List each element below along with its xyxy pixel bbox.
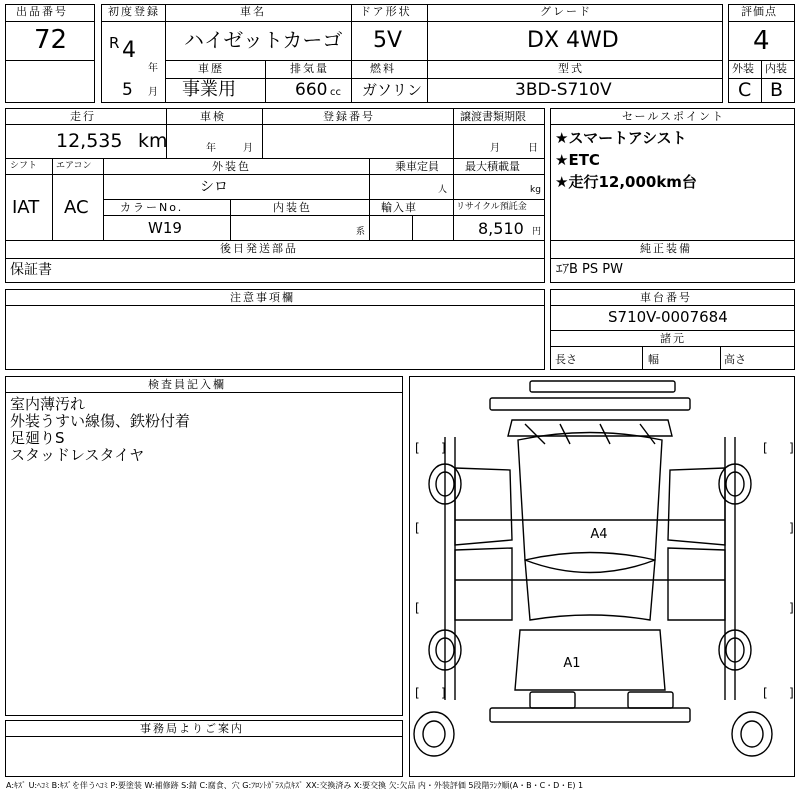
- interior-grade-label: 内装: [765, 62, 787, 75]
- shift-label: シフト: [10, 161, 38, 171]
- score: 4: [753, 26, 770, 56]
- chassis-number: S710V-0007684: [608, 308, 728, 326]
- door-type: 5V: [373, 28, 403, 53]
- door-type-label: ドア形状: [360, 5, 412, 18]
- factory-equipment: ｴｱB PS PW: [556, 262, 623, 277]
- inspector-note: 外装うすい線傷、鉄粉付着: [10, 412, 191, 430]
- interior-grade: B: [770, 79, 784, 101]
- svg-text:]: ]: [441, 441, 446, 455]
- vehicle-history: 事業用: [182, 79, 236, 100]
- registration-year: 4: [122, 38, 136, 63]
- mileage-label: 走行: [70, 110, 96, 123]
- lot-number: 72: [34, 25, 68, 55]
- svg-text:[: [: [415, 441, 420, 455]
- sales-point: ★スマートアシスト: [555, 129, 687, 147]
- max-load-unit: kg: [530, 185, 541, 195]
- month-unit: 月: [148, 87, 158, 98]
- svg-text:[: [: [415, 686, 420, 700]
- displacement-label: 排気量: [290, 62, 329, 75]
- legend: A:ｷｽﾞ U:ﾍｺﾐ B:ｷｽﾞを伴うﾍｺﾐ P:要塗装 W:補修跡 S:錆 C:腐食、穴 G:ﾌﾛﾝﾄｶﾞﾗｽ点ｷｽﾞ XX:交換済み X:要交換 欠:欠品 内・外装評価 5段階ﾗﾝｸ順(A・B・C・D・E) 1: [6, 781, 584, 790]
- first-registration-label: 初度登録: [108, 5, 160, 18]
- grade: DX 4WD: [527, 28, 619, 53]
- displacement: 660: [295, 80, 328, 100]
- displacement-unit: cc: [330, 87, 341, 98]
- specs-label: 諸元: [660, 332, 686, 345]
- capacity-label: 乗車定員: [395, 160, 439, 173]
- inspector-notes-label: 検査員記入欄: [148, 378, 226, 391]
- recycle-unit: 円: [532, 227, 542, 237]
- fuel-label: 燃料: [370, 62, 396, 75]
- svg-text:]: ]: [441, 686, 446, 700]
- model-code-label: 型式: [558, 62, 584, 75]
- year-unit: 年: [148, 63, 158, 74]
- exterior-color: シロ: [200, 179, 228, 195]
- car-name-label: 車名: [240, 5, 266, 18]
- lot-label: 出品番号: [16, 5, 68, 18]
- svg-text:]: ]: [789, 686, 794, 700]
- mileage: 12,535: [56, 130, 123, 152]
- caution-label: 注意事項欄: [230, 291, 295, 304]
- interior-color-unit: 系: [356, 227, 366, 237]
- svg-text:[: [: [763, 441, 768, 455]
- width-label: 幅: [648, 353, 659, 366]
- inspector-note: 室内薄汚れ: [10, 395, 86, 413]
- factory-equipment-label: 純正装備: [640, 242, 692, 255]
- sales-point: ★走行12,000km台: [555, 173, 697, 191]
- sales-point: ★ETC: [555, 151, 600, 169]
- transfer-deadline-label: 譲渡書類期限: [460, 110, 526, 123]
- svg-text:]: ]: [789, 521, 794, 535]
- svg-text:[: [: [415, 521, 420, 535]
- transfer-day-unit: 日: [528, 143, 538, 154]
- height-label: 高さ: [724, 353, 746, 366]
- inspection-month-unit: 月: [243, 143, 253, 154]
- shift: IAT: [12, 197, 40, 218]
- mileage-unit: km: [138, 130, 168, 152]
- vehicle-history-label: 車歴: [198, 62, 224, 75]
- aircon: AC: [64, 197, 89, 218]
- max-load-label: 最大積載量: [465, 160, 520, 173]
- exterior-color-label: 外装色: [212, 160, 251, 173]
- exterior-grade: C: [738, 79, 752, 101]
- score-label: 評価点: [741, 5, 777, 18]
- aircon-label: エアコン: [56, 161, 92, 171]
- inspector-note: スタッドレスタイヤ: [10, 446, 145, 464]
- grade-label: グレード: [540, 5, 592, 18]
- office-notice-label: 事務局よりご案内: [140, 722, 244, 735]
- svg-text:]: ]: [789, 601, 794, 615]
- later-parts: 保証書: [10, 262, 52, 278]
- color-number: W19: [148, 219, 182, 237]
- car-name: ハイゼットカーゴ: [184, 28, 343, 52]
- sales-points-label: セールスポイント: [622, 110, 726, 123]
- registration-month: 5: [122, 80, 133, 100]
- recycle-deposit: 8,510: [478, 219, 524, 238]
- exterior-grade-label: 外装: [732, 62, 754, 75]
- chassis-number-label: 車台番号: [640, 291, 692, 304]
- capacity-unit: 人: [438, 185, 448, 195]
- interior-color-label: 内装色: [273, 201, 312, 214]
- svg-text:[: [: [415, 601, 420, 615]
- import-car-label: 輸入車: [381, 201, 417, 214]
- svg-text:]: ]: [789, 441, 794, 455]
- recycle-deposit-label: リサイクル預託金: [456, 202, 527, 212]
- color-number-label: カラーNo.: [120, 201, 184, 214]
- transfer-month-unit: 月: [490, 143, 500, 154]
- inspection-label: 車検: [200, 110, 226, 123]
- fuel: ガソリン: [362, 81, 423, 99]
- damage-mark: A4: [590, 527, 608, 543]
- inspection-year-unit: 年: [206, 143, 216, 154]
- inspector-note: 足廻りS: [10, 429, 65, 447]
- svg-text:[: [: [763, 686, 768, 700]
- length-label: 長さ: [555, 353, 577, 366]
- registration-number-label: 登録番号: [323, 110, 375, 123]
- era-letter: R: [109, 34, 120, 52]
- later-parts-label: 後日発送部品: [220, 242, 298, 255]
- model-code: 3BD-S710V: [515, 80, 612, 100]
- damage-mark: A1: [563, 655, 581, 671]
